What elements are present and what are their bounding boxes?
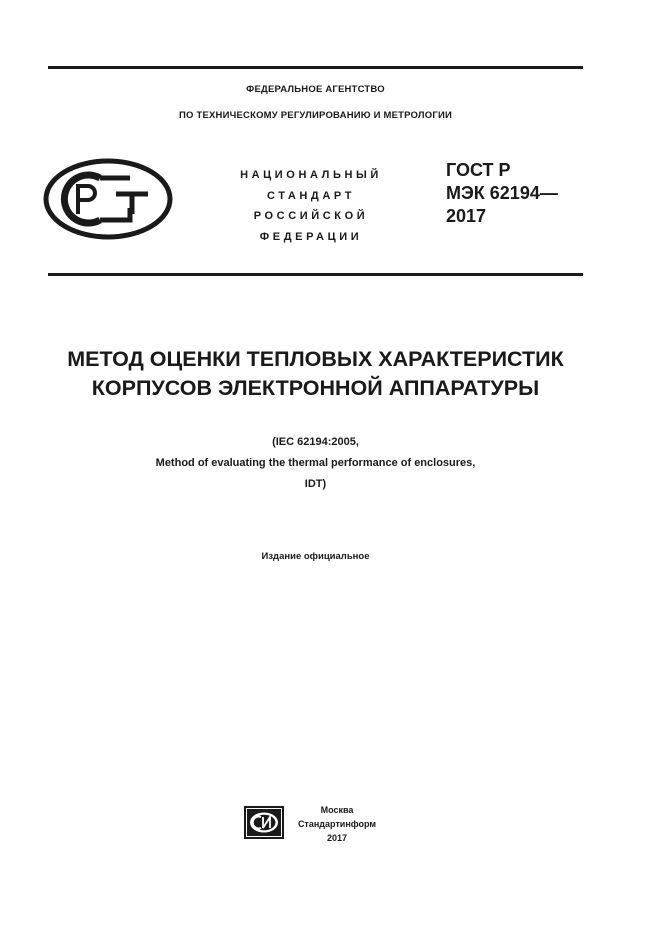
rst-certification-mark-icon [42, 158, 174, 240]
document-title [40, 345, 591, 403]
intl-line-3: IDT) [304, 478, 327, 490]
imprint-city: Москва [320, 805, 354, 815]
title-line-1: МЕТОД ОЦЕНКИ ТЕПЛОВЫХ ХАРАКТЕРИСТИК [67, 347, 564, 371]
middle-rule [48, 273, 583, 276]
gost-line-2: МЭК 62194— [446, 183, 558, 203]
intl-line-2: Method of evaluating the thermal performance of enclosures, [155, 457, 476, 469]
standartinform-logo-icon [244, 806, 284, 839]
publisher-imprint [292, 803, 382, 845]
international-reference [48, 432, 583, 495]
gost-line-1: ГОСТ Р [446, 160, 511, 180]
agency-name-line-2: ПО ТЕХНИЧЕСКОМУ РЕГУЛИРОВАНИЮ И МЕТРОЛОГИИ [179, 110, 452, 121]
imprint-publisher: Стандартинформ [297, 819, 377, 829]
imprint-year: 2017 [326, 833, 348, 843]
national-line-1: НАЦИОНАЛЬНЫЙ [240, 169, 382, 181]
agency-name-line-1: ФЕДЕРАЛЬНОЕ АГЕНТСТВО [246, 84, 385, 95]
national-standard-label [206, 165, 416, 247]
edition-label: Издание официальное [261, 551, 370, 562]
national-line-2: СТАНДАРТ [266, 189, 356, 202]
title-line-2: КОРПУСОВ ЭЛЕКТРОННОЙ АППАРАТУРЫ [91, 376, 540, 400]
national-line-4: ФЕДЕРАЦИИ [259, 230, 363, 243]
national-line-3: РОССИЙСКОЙ [253, 210, 369, 222]
intl-line-1: (IEC 62194:2005, [272, 436, 359, 448]
top-rule [48, 66, 583, 69]
gost-line-3: 2017 [446, 206, 487, 226]
gost-designation [446, 159, 558, 228]
